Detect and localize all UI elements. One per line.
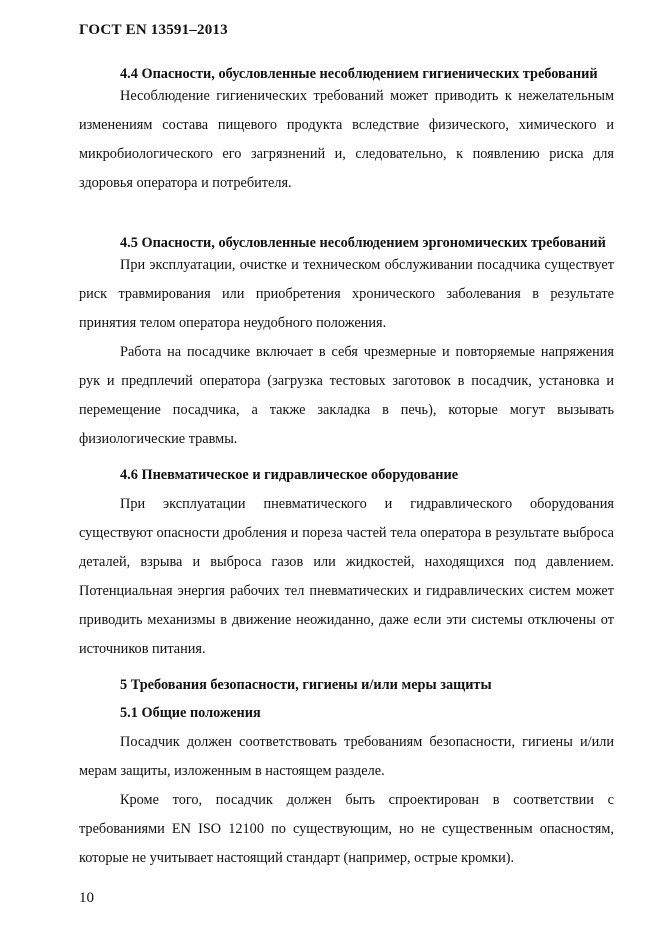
section-paragraph: Работа на посадчике включает в себя чрезмерные и повторяемые напряжения рук и предплечий оператора (загрузка тестовых заготовок в посадчик, установка и перемещение посадчика, а также закладка в печь), которые могут вызывать физиологические травмы. bbox=[79, 344, 614, 447]
section-heading: 4.6 Пневматическое и гидравлическое оборудование bbox=[120, 467, 459, 483]
section-paragraph: При эксплуатации, очистке и техническом обслуживании посадчика существует риск травмирования или приобретения хронического заболевания в результате принятия телом оператора неудобного положения. bbox=[79, 257, 614, 331]
section-5 bbox=[79, 671, 614, 700]
page-number: 10 bbox=[79, 890, 94, 906]
section-5-1 bbox=[79, 699, 614, 873]
section-heading: 4.4 Опасности, обусловленные несоблюдением гигиенических требований bbox=[120, 66, 598, 82]
section-paragraph: Кроме того, посадчик должен быть спроектирован в соответствии с требованиями EN ISO 12100 по существующим, но не существенным опасностям, которые не учитывает настоящий стандарт (например, острые кромки). bbox=[79, 792, 614, 866]
section-heading: 5 Требования безопасности, гигиены и/или меры защиты bbox=[120, 677, 492, 693]
section-heading: 4.5 Опасности, обусловленные несоблюдением эргономических требований bbox=[120, 235, 606, 251]
section-4-6 bbox=[79, 461, 614, 664]
section-heading: 5.1 Общие положения bbox=[120, 705, 261, 721]
section-4-4 bbox=[79, 64, 614, 198]
section-paragraph: Посадчик должен соответствовать требованиям безопасности, гигиены и/или мерам защиты, изложенным в настоящем разделе. bbox=[79, 734, 614, 779]
section-paragraph: При эксплуатации пневматического и гидравлического оборудования существуют опасности дробления и пореза частей тела оператора в результате выброса деталей, взрыва и выброса газов или жидкостей, находящихся под давлением. Потенциальная энергия рабочих тел пневматических и гидравлических систем может приводить механизмы в движение неожиданно, даже если эти системы отключены от источников питания. bbox=[79, 496, 614, 657]
section-4-5 bbox=[79, 233, 614, 454]
section-paragraph: Несоблюдение гигиенических требований может приводить к нежелательным изменениям состава пищевого продукта вследствие физического, химического и микробиологического его загрязнений и, следовательно, к появлению риска для здоровья оператора и потребителя. bbox=[79, 88, 614, 191]
standard-code-header: ГОСТ EN 13591–2013 bbox=[79, 22, 228, 38]
